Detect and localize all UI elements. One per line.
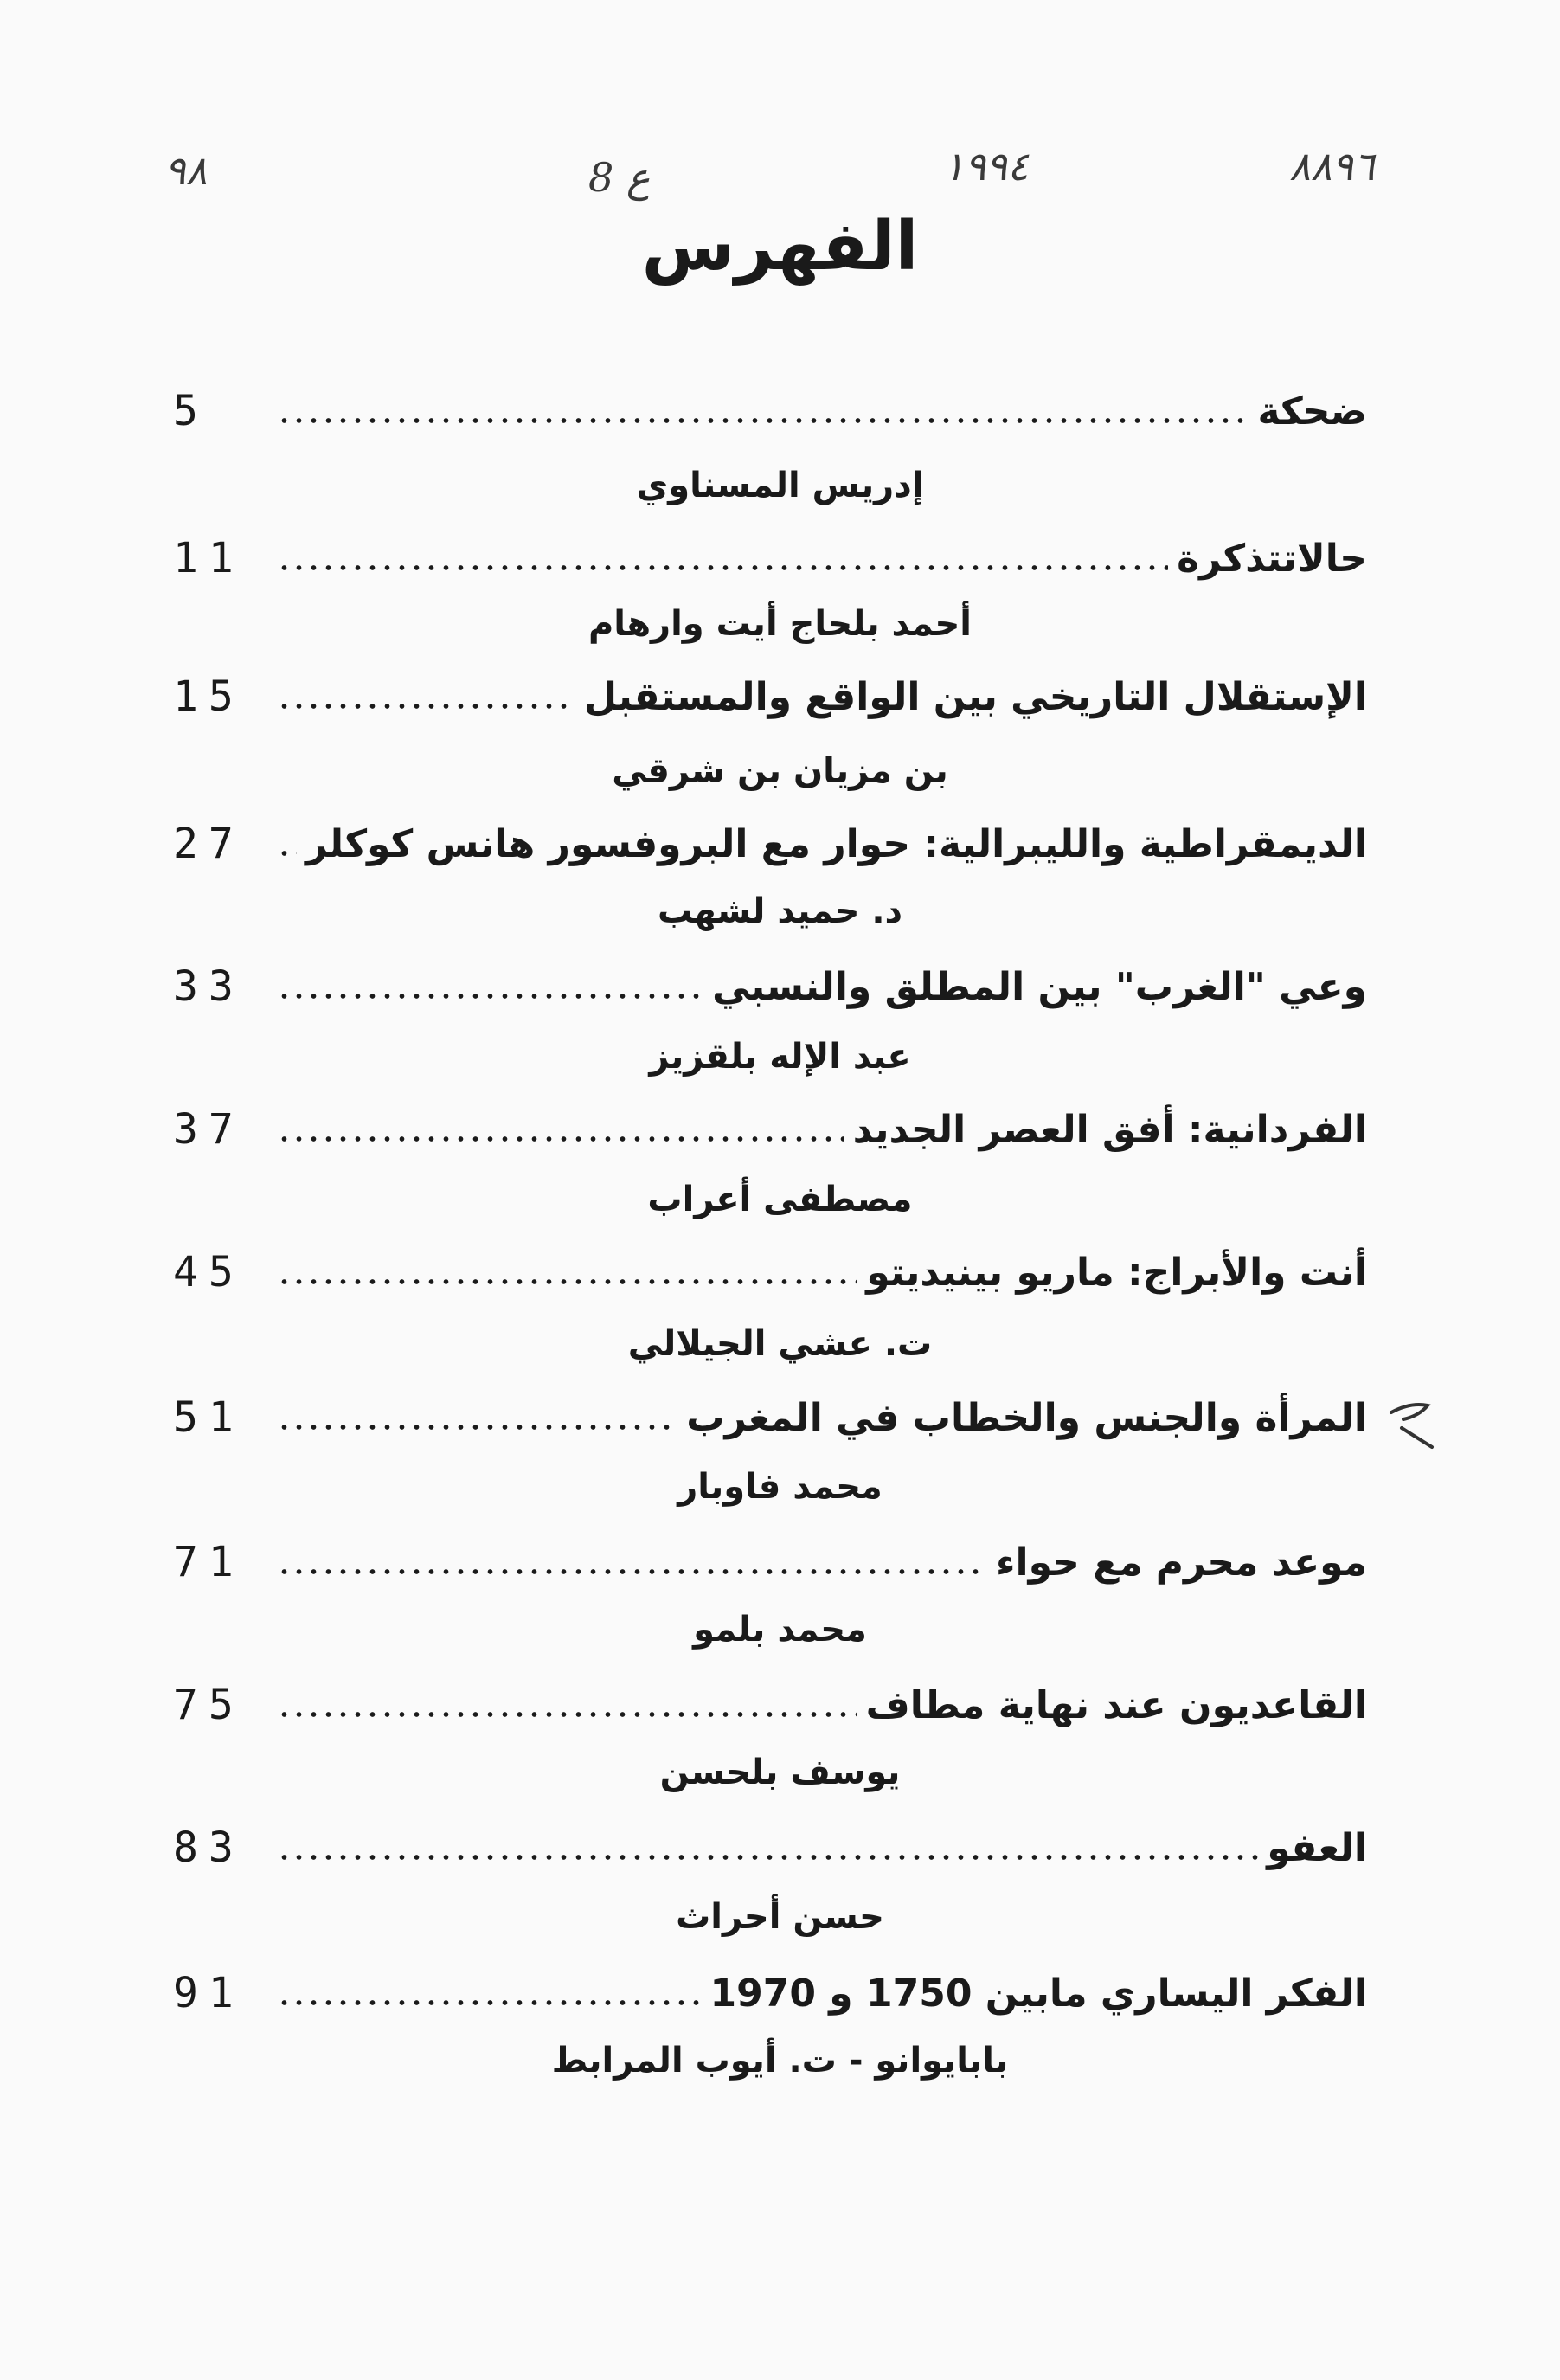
entry-author: د. حميد لشهب [657,891,903,931]
toc-entry [173,528,1367,589]
entry-title: موعد محرم مع حواء [996,1540,1367,1585]
page-number: 91 [173,1969,244,2017]
entry-title: المرأة والجنس والخطاب في المغرب [686,1395,1367,1440]
entry-author: حسن أحراث [676,1897,884,1937]
handwritten-note: ٩٨ [164,147,208,194]
page-number: 83 [173,1824,244,1872]
toc-entry [173,1242,1367,1303]
dot-leader [277,703,575,710]
toc-entry [173,666,1367,727]
toc-entry [173,381,1367,441]
entry-title: الديمقراطية والليبرالية: حوار مع البروفسور هانس كوكلر [305,821,1367,866]
page-number: 27 [173,820,244,868]
handwritten-note: ١٩٩٤ [943,143,1029,190]
entry-title: العفو [1267,1825,1367,1870]
handwritten-note: 8 ع [588,154,651,201]
entry-title: وعي "الغرب" بين المطلق والنسبي [712,964,1367,1009]
entry-title: الفكر اليساري مابين 1750 و 1970 [709,1971,1367,2016]
entry-author: محمد بلمو [693,1610,867,1650]
dot-leader [277,1568,987,1575]
page-number: 15 [173,672,244,721]
toc-entry [173,1817,1367,1878]
page-number: 71 [173,1538,244,1586]
page-number: 5 [173,387,209,435]
dot-leader [277,1278,857,1285]
page-title: الفهرس [641,208,919,286]
entry-author: عبد الإله بلقزيز [649,1037,911,1077]
entry-author: بن مزيان بن شرقي [612,751,948,791]
toc-entry [173,1387,1367,1448]
dot-leader [277,993,703,1000]
page-number: 11 [173,534,244,582]
entry-author: بابايوانو - ت. أيوب المرابط [551,2041,1009,2081]
toc-entry [173,956,1367,1017]
toc-entry [173,1963,1367,2023]
page-number: 51 [173,1393,244,1442]
entry-author: إدريس المسناوي [636,466,924,505]
toc-entry [173,1099,1367,1160]
page-number: 33 [173,962,244,1011]
dot-leader [277,1135,844,1142]
handwritten-check-icon [1384,1393,1445,1454]
entry-title: الفردانية: أفق العصر الجديد [852,1107,1367,1152]
dot-leader [277,564,1168,571]
entry-author: أحمد بلحاج أيت وارهام [587,604,972,644]
entry-author: محمد فاوبار [677,1467,883,1507]
dot-leader [277,417,1249,424]
entry-title: الإستقلال التاريخي بين الواقع والمستقبل [583,674,1367,719]
entry-title: القاعديون عند نهاية مطاف [865,1682,1367,1727]
toc-entry [173,814,1367,874]
dot-leader [277,1711,857,1718]
entry-author: ت. عشي الجيلالي [627,1324,933,1364]
entry-author: يوسف بلحسن [659,1753,901,1792]
dot-leader [277,1854,1258,1861]
page-number: 37 [173,1105,244,1154]
dot-leader [277,1999,702,2006]
entry-author: مصطفى أعراب [647,1180,913,1219]
page-number: 45 [173,1248,244,1296]
entry-title: أنت والأبراج: ماريو بينيديتو [866,1250,1367,1295]
dot-leader [277,850,297,857]
page-number: 75 [173,1681,244,1729]
toc-entry [173,1675,1367,1735]
toc-entry [173,1532,1367,1592]
dot-leader [277,1424,677,1431]
handwritten-note: ٨٨٩٦ [1289,143,1375,190]
entry-title: حالاتتذكرة [1177,536,1367,581]
entry-title: ضحكة [1257,389,1367,434]
